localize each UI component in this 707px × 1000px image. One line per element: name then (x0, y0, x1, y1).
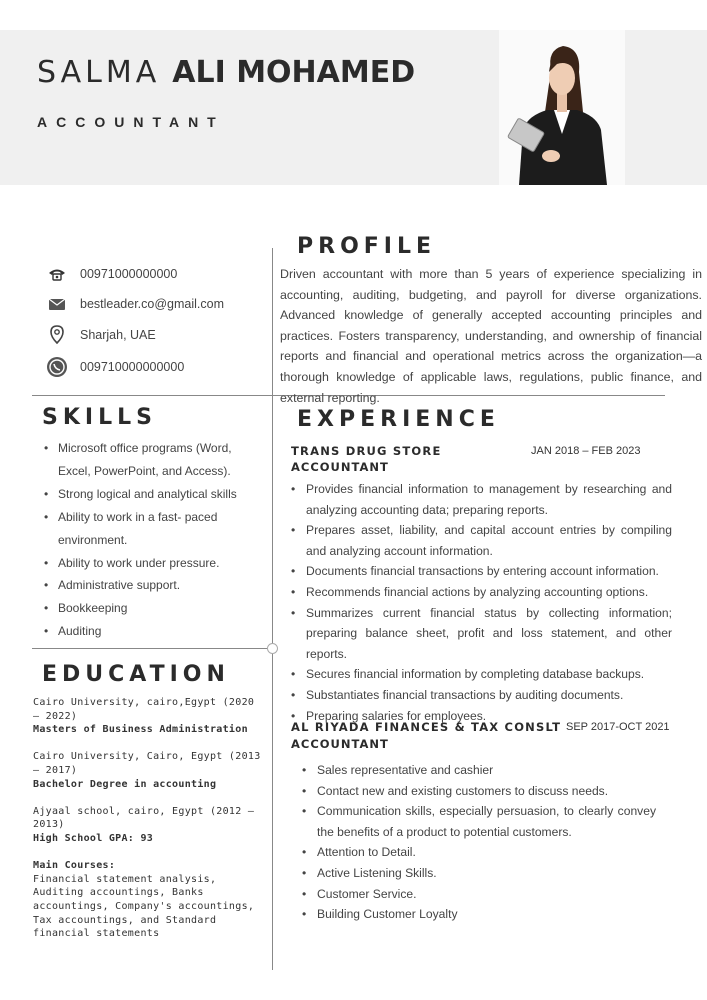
location-pin-icon (46, 325, 68, 345)
education-degree: High School GPA: 93 (33, 832, 154, 844)
whatsapp-icon (46, 357, 68, 377)
phone-number: 00971000000000 (80, 267, 178, 281)
education-list (33, 696, 263, 941)
profile-photo (499, 30, 625, 185)
skill-item: • Auditing (42, 620, 267, 643)
courses-label: Main Courses: (33, 860, 116, 872)
skill-item: • Administrative support. (42, 574, 267, 597)
job-duty: • Secures financial information by completing database backups. (291, 664, 672, 685)
education-degree: Bachelor Degree in accounting (33, 778, 217, 790)
job-role: ACCOUNTANT (291, 460, 389, 474)
job-duty: • Active Listening Skills. (302, 863, 656, 884)
job-duty: • Building Customer Loyalty (302, 904, 656, 925)
experience-heading: EXPERIENCE (297, 407, 500, 432)
job-company: AL RIYADA FINANCES & TAX CONSLT (291, 720, 562, 734)
phone-icon (46, 264, 68, 284)
education-school: Cairo University, cairo,Egypt (2020 – 2022) (33, 697, 255, 722)
job-duty: • Provides financial information to management by researching and analyzing accounting data; preparing reports. (291, 479, 672, 520)
education-school: Cairo University, Cairo, Egypt (2013 – 2017) (33, 751, 261, 776)
divider-node (267, 643, 278, 654)
skill-item: • Bookkeeping (42, 597, 267, 620)
job-duty: • Summarizes current financial status by collecting information; preparing balance sheet, profit and loss statement, and other reports. (291, 603, 672, 665)
job-duty: • Attention to Detail. (302, 842, 656, 863)
profile-text: Driven accountant with more than 5 years of experience specializing in accounting, auditing, budgeting, and payroll for diverse organizations. Advanced knowledge of generally accepted accounting principles and practices. Fosters transparency, understanding, and ownership of financial reports and financial and operational metrics across the organization—a thorough knowledge of applicable laws, regulations, public finance, and external reporting. (280, 267, 702, 405)
skill-item: • Ability to work in a fast- paced environment. (42, 506, 267, 552)
envelope-icon (46, 294, 68, 314)
job-dates: SEP 2017-OCT 2021 (566, 721, 670, 733)
education-school: Ajyaal school, cairo, Egypt (2012 – 2013) (33, 805, 255, 831)
job-duty: • Documents financial transactions by entering account information. (291, 561, 672, 582)
job-duties-list (291, 479, 672, 726)
email-address: bestleader.co@gmail.com (80, 297, 225, 311)
skill-item: • Ability to work under pressure. (42, 552, 267, 575)
skill-item: • Microsoft office programs (Word, Excel, PowerPoint, and Access). (42, 437, 267, 483)
skills-list (42, 437, 267, 643)
skills-heading: SKILLS (42, 405, 157, 430)
job-title: ACCOUNTANT (37, 114, 225, 130)
skill-item: • Strong logical and analytical skills (42, 483, 267, 506)
education-heading: EDUCATION (42, 662, 230, 687)
location-text: Sharjah, UAE (80, 328, 156, 342)
job-dates: JAN 2018 – FEB 2023 (531, 445, 641, 457)
contact-whatsapp (46, 357, 184, 377)
profile-heading: PROFILE (297, 234, 437, 259)
job-company: TRANS DRUG STORE (291, 444, 442, 458)
last-name: ALI MOHAMED (172, 55, 416, 90)
job-duty: • Customer Service. (302, 884, 656, 905)
contact-email (46, 294, 224, 314)
job-duty: • Preparing salaries for employees. (291, 706, 672, 727)
job-duty: • Recommends financial actions by analyzing accounting options. (291, 582, 672, 603)
contact-location (46, 325, 156, 345)
job-duty: • Prepares asset, liability, and capital account entries by compiling and analyzing account information. (291, 520, 672, 561)
courses-text: Financial statement analysis, Auditing accountings, Banks accountings, Company's accountings, Tax accountings, and Standard financial statements (33, 873, 255, 940)
whatsapp-number: 009710000000000 (80, 360, 185, 374)
job-duty: • Contact new and existing customers to discuss needs. (302, 781, 656, 802)
contact-phone (46, 264, 177, 284)
education-degree: Masters of Business Administration (33, 724, 248, 736)
job-duty: • Communication skills, especially persuasion, to clearly convey the benefits of a product to potential customers. (302, 801, 656, 842)
job-duty: • Sales representative and cashier (302, 760, 656, 781)
candidate-name (37, 55, 415, 90)
job-duties-list (302, 760, 656, 925)
first-name: SALMA (37, 55, 161, 90)
job-role: ACCOUNTANT (291, 737, 389, 751)
skills-education-divider (32, 648, 270, 649)
job-duty: • Substantiates financial transactions by auditing documents. (291, 685, 672, 706)
vertical-divider (272, 248, 273, 970)
